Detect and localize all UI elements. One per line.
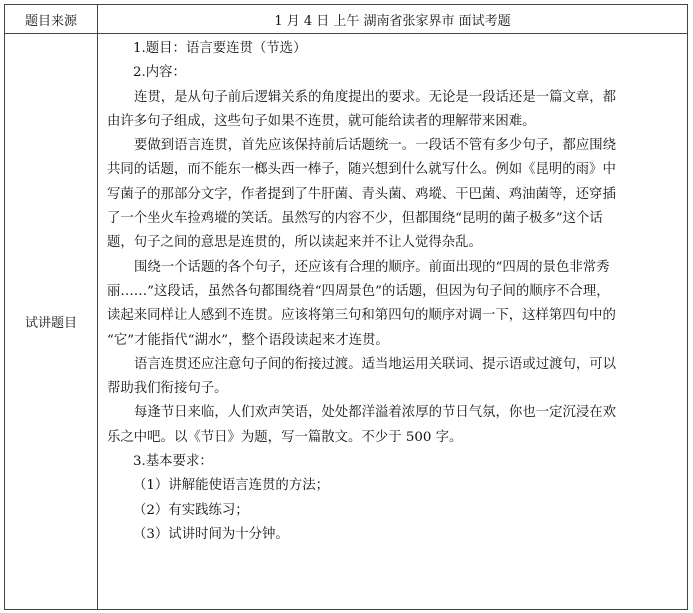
title-line: 1.题目：语言要连贯（节选） (133, 41, 307, 56)
para2-line: 要做到语言连贯，首先应该保持前后话题统一。一段话不管有多少句子，都应围绕 (134, 138, 617, 154)
source-label: 题目来源 (5, 5, 98, 34)
para3-line: 读起来同样让人感到不连贯。应该将第三句和第四句的顺序对调一下，这样第四句中的 (107, 308, 616, 324)
exam-table (4, 4, 688, 610)
para4-line: 语言连贯还应注意句子间的衔接过渡。适当地运用关联词、提示语或过渡句，可以 (134, 356, 617, 372)
para5-line: 每逢节日来临，人们欢声笑语，处处都洋溢着浓厚的节日气氛，你也一定沉浸在欢 (134, 405, 617, 421)
para2-line: 了一个坐火车捡鸡㙡的笑话。虽然写的内容不少，但都围绕“昆明的菌子极多”这个话 (107, 211, 603, 227)
requirement-item: （1）讲解能使语言连贯的方法； (133, 478, 329, 494)
requirement-item: （2）有实践练习； (133, 502, 249, 518)
para3-line: 丽……”这段话，虽然各句都围绕着“四周景色”的话题，但因为句子间的顺序不合理， (107, 283, 610, 299)
para1-line: 由许多句子组成，这些句子如果不连贯，就可能给读者的理解带来困难。 (107, 113, 536, 129)
source-value: 1 月 4 日 上午 湖南省张家界市 面试考题 (98, 5, 688, 34)
content-heading: 2.内容： (133, 65, 186, 81)
topic-content (98, 34, 688, 610)
para3-line: “它”才能指代“湖水”，整个语段读起来才连贯。 (107, 332, 389, 348)
para2-line: 共同的话题，而不能东一榔头西一棒子，随兴想到什么就写什么。例如《昆明的雨》中 (107, 162, 616, 178)
para2-line: 写菌子的那部分文字，作者提到了牛肝菌、青头菌、鸡㙡、干巴菌、鸡油菌等，还穿插 (107, 186, 616, 202)
para2-line: 题，句子之间的意思是连贯的，所以读起来并不让人觉得杂乱。 (107, 235, 482, 251)
header-row (5, 5, 688, 34)
topic-row (5, 34, 688, 610)
para4-line: 帮助我们衔接句子。 (107, 381, 228, 397)
para1-line: 连贯，是从句子前后逻辑关系的角度提出的要求。无论是一段话还是一篇文章，都 (134, 89, 617, 105)
topic-label: 试讲题目 (5, 34, 98, 610)
requirements-heading: 3.基本要求： (133, 454, 213, 470)
para5-line: 乐之中吧。以《节日》为题，写一篇散文。不少于 500 字。 (107, 429, 463, 445)
requirement-item: （3）试讲时间为十分钟。 (133, 526, 289, 542)
para3-line: 围绕一个话题的各个句子，还应该有合理的顺序。前面出现的“四周的景色非常秀 (134, 259, 610, 275)
